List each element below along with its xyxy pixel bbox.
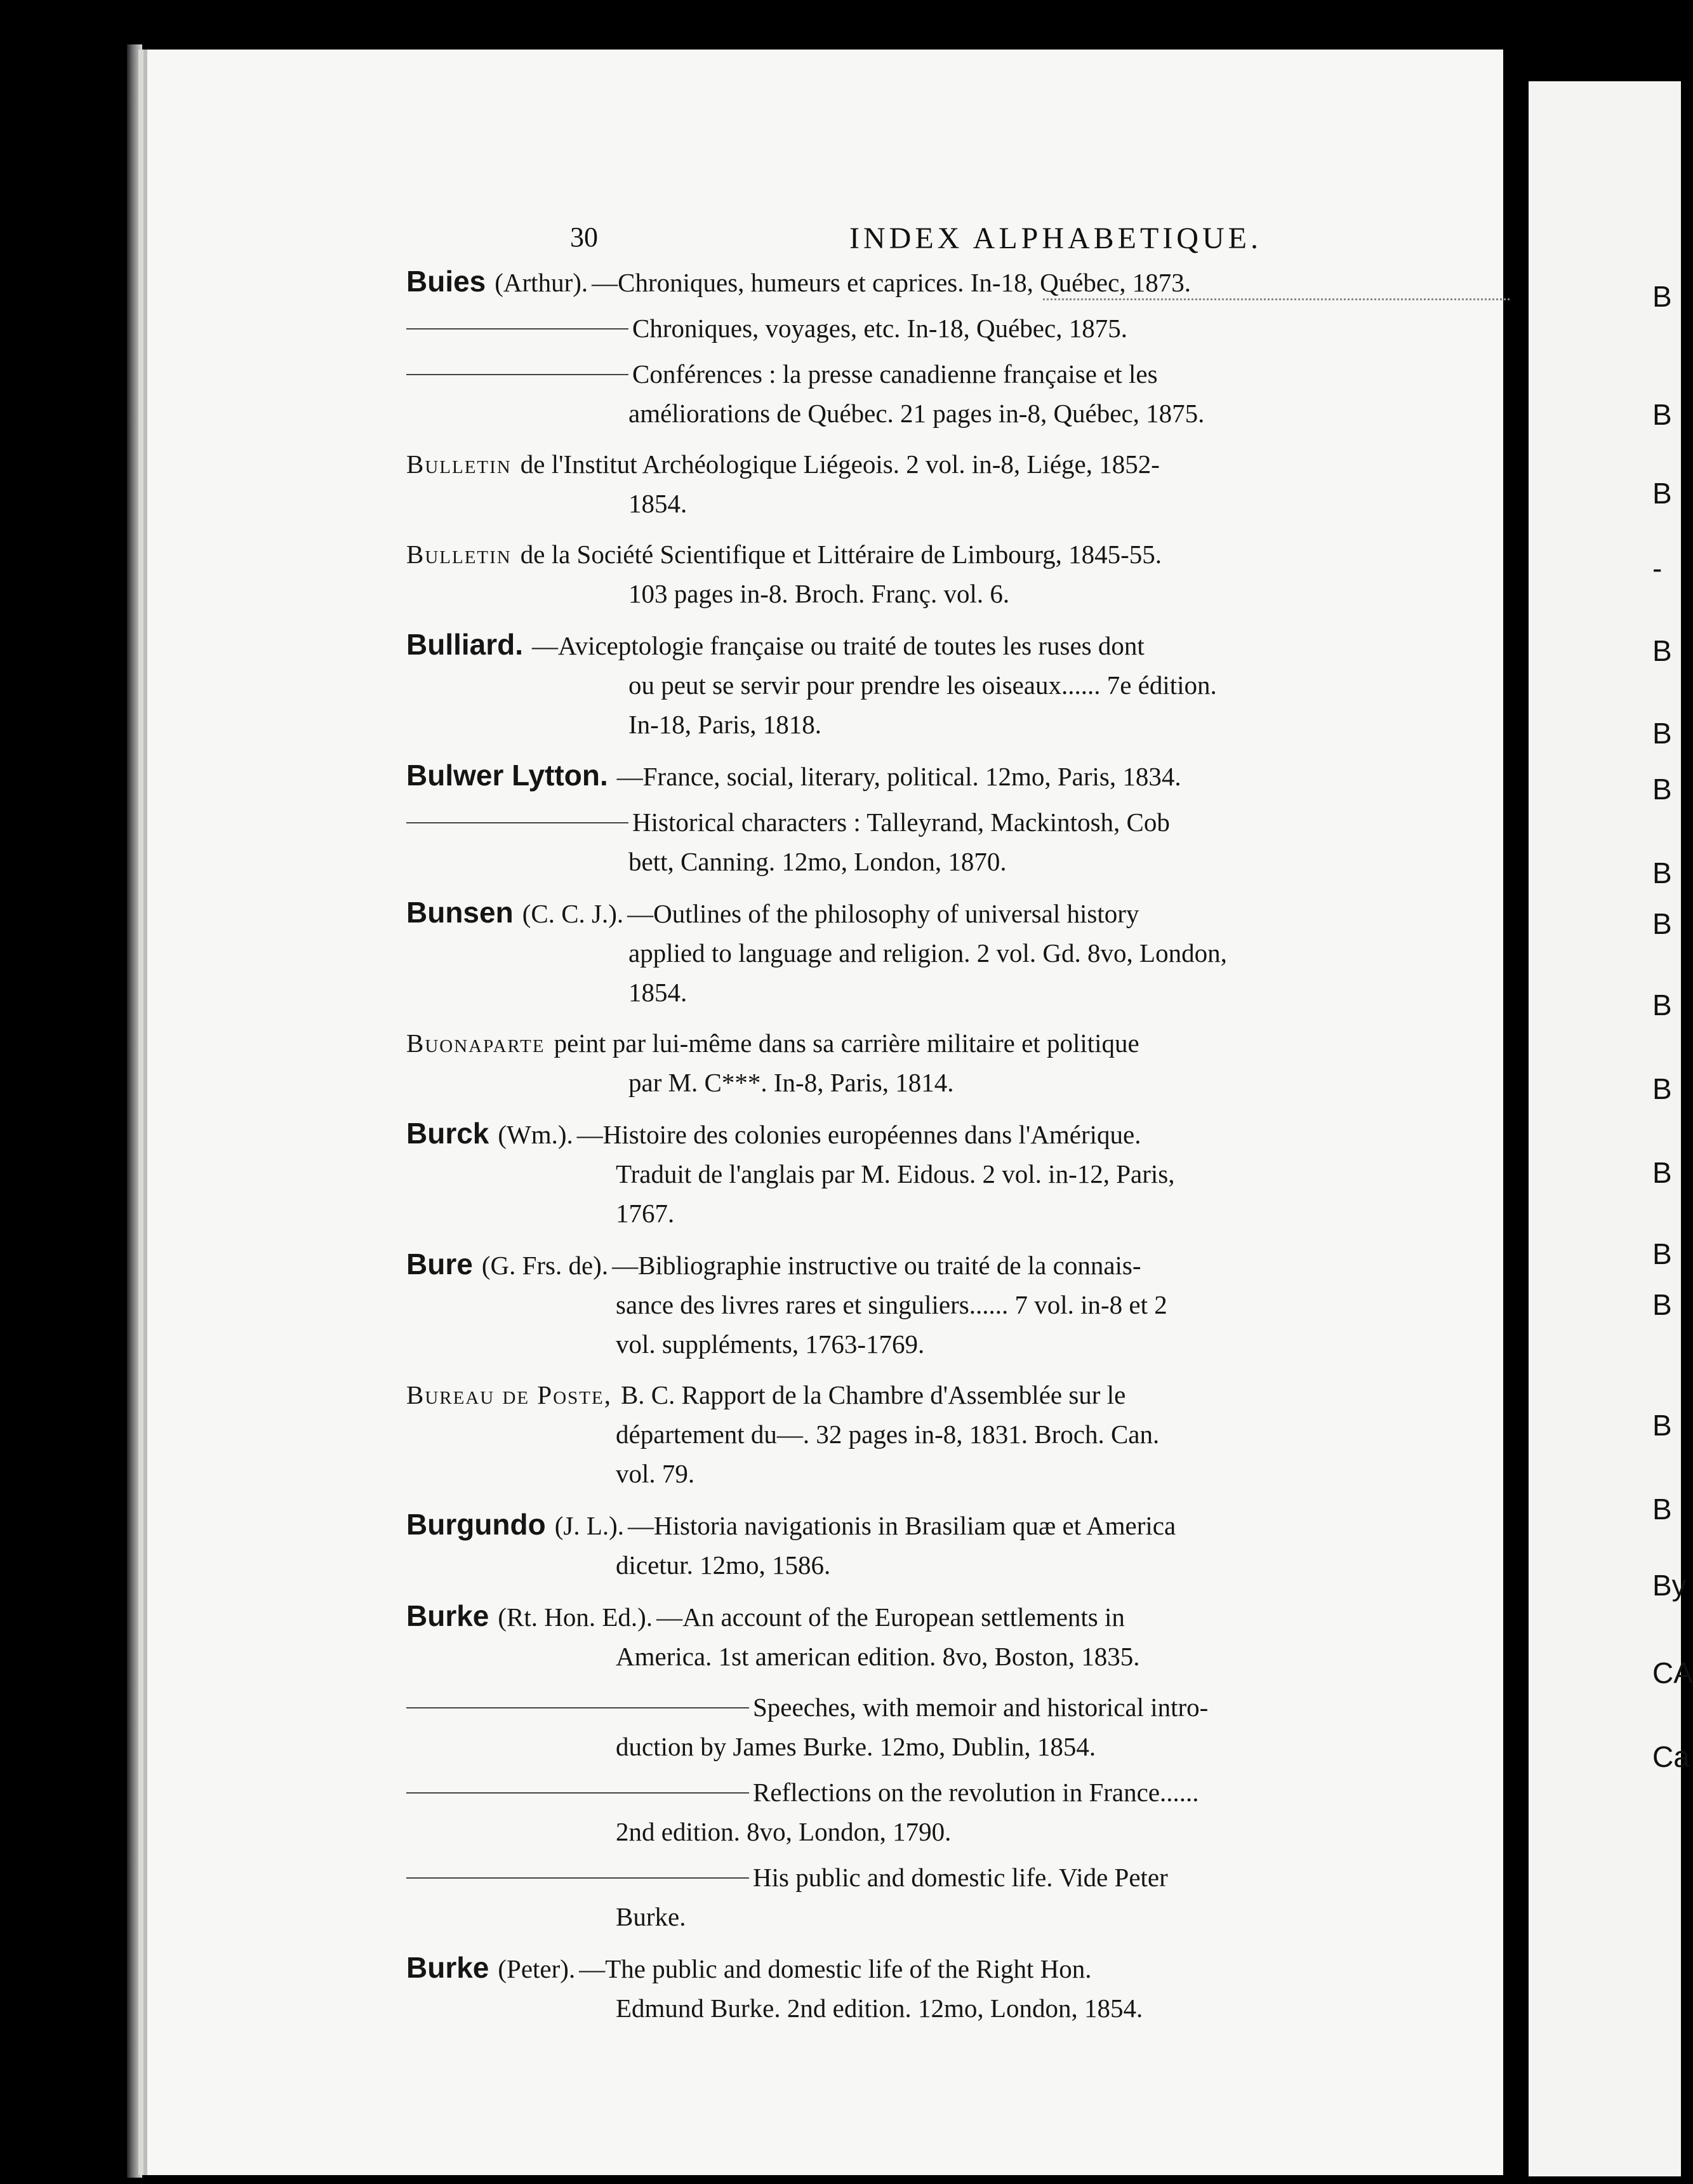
facing-page xyxy=(1529,81,1693,2176)
index-entry xyxy=(406,309,1368,348)
facing-margin-letter: B xyxy=(1652,1409,1672,1442)
entry-continuation: ou peut se servir pour prendre les oiseaux...... 7e édition. xyxy=(628,670,1217,700)
entry-qualifier: (Wm.). xyxy=(498,1120,573,1149)
entry-continuation: 2nd edition. 8vo, London, 1790. xyxy=(616,1817,952,1846)
entry-continuation: vol. suppléments, 1763-1769. xyxy=(616,1329,925,1359)
entry-text: Reflections on the revolution in France...... xyxy=(753,1778,1199,1807)
entry-heading: Bulliard. xyxy=(406,628,524,661)
entry-text: Conférences : la presse canadienne française et les xyxy=(632,359,1158,389)
facing-margin-letter: Ca xyxy=(1652,1740,1690,1773)
entry-continuation: améliorations de Québec. 21 pages in-8, Québec, 1875. xyxy=(628,399,1205,428)
entry-text: —An account of the European settlements in xyxy=(656,1602,1125,1632)
index-entry xyxy=(406,1948,1368,2028)
entry-heading: Bulletin xyxy=(406,449,512,479)
ditto-rule xyxy=(406,1792,749,1794)
index-entry xyxy=(406,1375,1368,1493)
index-entry xyxy=(406,802,1368,881)
entry-heading: Bulwer Lytton. xyxy=(406,759,608,792)
entry-text: —France, social, literary, political. 12mo, Paris, 1834. xyxy=(616,762,1181,791)
facing-margin-letter: B xyxy=(1652,1493,1672,1526)
ditto-rule xyxy=(406,374,628,375)
facing-margin-letter: CA xyxy=(1652,1656,1693,1689)
entry-continuation: dicetur. 12mo, 1586. xyxy=(616,1550,831,1580)
entry-heading: Buies xyxy=(406,265,486,298)
entry-qualifier: (G. Frs. de). xyxy=(481,1251,609,1280)
facing-margin-letter: B xyxy=(1652,280,1672,313)
entry-continuation: département du—. 32 pages in-8, 1831. Broch. Can. xyxy=(616,1420,1160,1449)
entry-text: —Chroniques, humeurs et caprices. In-18, Québec, 1873. xyxy=(592,268,1192,297)
entry-continuation: duction by James Burke. 12mo, Dublin, 1854. xyxy=(616,1732,1096,1761)
facing-margin-letter: B xyxy=(1652,1156,1672,1189)
index-entry xyxy=(406,1505,1368,1585)
facing-margin-letter: B xyxy=(1652,773,1672,806)
entry-qualifier: (J. L.). xyxy=(554,1511,625,1540)
entry-continuation: 1854. xyxy=(628,978,687,1007)
index-entry xyxy=(406,625,1368,744)
entry-text: —The public and domestic life of the Right Hon. xyxy=(579,1954,1092,1983)
entry-continuation: 103 pages in-8. Broch. Franç. vol. 6. xyxy=(628,579,1010,608)
entry-heading: Burgundo xyxy=(406,1508,546,1541)
entry-qualifier: (C. C. J.). xyxy=(522,899,624,928)
index-entry xyxy=(406,1773,1368,1851)
entry-qualifier: (Peter). xyxy=(498,1954,576,1983)
ditto-rule xyxy=(406,822,628,823)
facing-margin-letter: B xyxy=(1652,477,1672,510)
entry-text: peint par lui-même dans sa carrière militaire et politique xyxy=(554,1029,1139,1058)
entry-text: Historical characters : Talleyrand, Mackintosh, Cob xyxy=(632,808,1170,837)
entry-continuation: bett, Canning. 12mo, London, 1870. xyxy=(628,847,1007,876)
index-entry xyxy=(406,1023,1368,1102)
facing-margin-letter: By xyxy=(1652,1569,1687,1602)
entry-heading: Bulletin xyxy=(406,540,512,569)
entry-continuation: America. 1st american edition. 8vo, Boston, 1835. xyxy=(616,1642,1140,1671)
entry-text: —Outlines of the philosophy of universal history xyxy=(627,899,1139,928)
entry-text: —Aviceptologie française ou traité de toutes les ruses dont xyxy=(532,631,1145,660)
ditto-rule xyxy=(406,1707,749,1708)
facing-margin-letter: B xyxy=(1652,989,1672,1022)
index-entry xyxy=(406,1596,1368,1676)
entry-continuation: 1854. xyxy=(628,489,687,518)
entry-heading: Bureau de Poste, xyxy=(406,1380,612,1409)
entry-heading: Burke xyxy=(406,1951,489,1984)
facing-margin-letter: B xyxy=(1652,634,1672,667)
index-entry xyxy=(406,535,1368,613)
page-number: 30 xyxy=(570,222,598,253)
index-entry xyxy=(406,262,1368,302)
facing-margin-letter: - xyxy=(1652,552,1663,585)
entry-heading: Burck xyxy=(406,1117,489,1150)
ditto-rule xyxy=(406,328,628,330)
entry-text: de l'Institut Archéologique Liégeois. 2 vol. in-8, Liége, 1852- xyxy=(520,449,1160,479)
facing-margin-letter: B xyxy=(1652,907,1672,940)
entry-continuation: Burke. xyxy=(616,1902,686,1931)
ditto-rule xyxy=(406,1877,749,1879)
entry-continuation: sance des livres rares et singuliers...... 7 vol. in-8 et 2 xyxy=(616,1290,1167,1319)
entry-text: —Bibliographie instructive ou traité de la connais- xyxy=(612,1251,1141,1280)
entry-text: —Histoire des colonies européennes dans l'Amérique. xyxy=(576,1120,1141,1149)
entry-text: Speeches, with memoir and historical intro- xyxy=(753,1693,1209,1722)
index-entries xyxy=(406,262,1368,2039)
index-entry xyxy=(406,354,1368,433)
index-entry xyxy=(406,1244,1368,1364)
facing-margin-letter: B xyxy=(1652,1072,1672,1105)
entry-continuation: vol. 79. xyxy=(616,1459,695,1488)
entry-heading: Bunsen xyxy=(406,896,514,929)
index-entry xyxy=(406,444,1368,523)
index-entry xyxy=(406,1114,1368,1233)
entry-heading: Buonaparte xyxy=(406,1029,545,1058)
running-title: INDEX ALPHABETIQUE. xyxy=(849,222,1262,255)
entry-text: His public and domestic life. Vide Peter xyxy=(753,1863,1168,1892)
index-entry xyxy=(406,1688,1368,1766)
entry-continuation: par M. C***. In-8, Paris, 1814. xyxy=(628,1068,954,1097)
entry-text: B. C. Rapport de la Chambre d'Assemblée sur le xyxy=(620,1380,1126,1409)
entry-qualifier: (Arthur). xyxy=(495,268,588,297)
index-entry xyxy=(406,756,1368,796)
entry-qualifier: (Rt. Hon. Ed.). xyxy=(498,1602,653,1632)
facing-margin-letter: B xyxy=(1652,1237,1672,1270)
entry-text: —Historia navigationis in Brasiliam quæ et America xyxy=(628,1511,1176,1540)
index-entry xyxy=(406,893,1368,1012)
entry-heading: Bure xyxy=(406,1248,473,1281)
entry-heading: Burke xyxy=(406,1599,489,1632)
facing-margin-letter: B xyxy=(1652,717,1672,750)
entry-continuation: 1767. xyxy=(616,1199,675,1228)
entry-text: de la Société Scientifique et Littéraire de Limbourg, 1845-55. xyxy=(520,540,1162,569)
entry-continuation: Edmund Burke. 2nd edition. 12mo, London, 1854. xyxy=(616,1994,1143,2023)
entry-text: Chroniques, voyages, etc. In-18, Québec, 1875. xyxy=(632,314,1127,343)
facing-margin-letter: B xyxy=(1652,1288,1672,1321)
index-entry xyxy=(406,1858,1368,1936)
facing-margin-letter: B xyxy=(1652,398,1672,431)
facing-margin-letter: B xyxy=(1652,856,1672,889)
entry-continuation: Traduit de l'anglais par M. Eidous. 2 vol. in-12, Paris, xyxy=(616,1159,1175,1189)
entry-continuation: applied to language and religion. 2 vol. Gd. 8vo, London, xyxy=(628,938,1227,968)
entry-continuation: In-18, Paris, 1818. xyxy=(628,710,822,739)
